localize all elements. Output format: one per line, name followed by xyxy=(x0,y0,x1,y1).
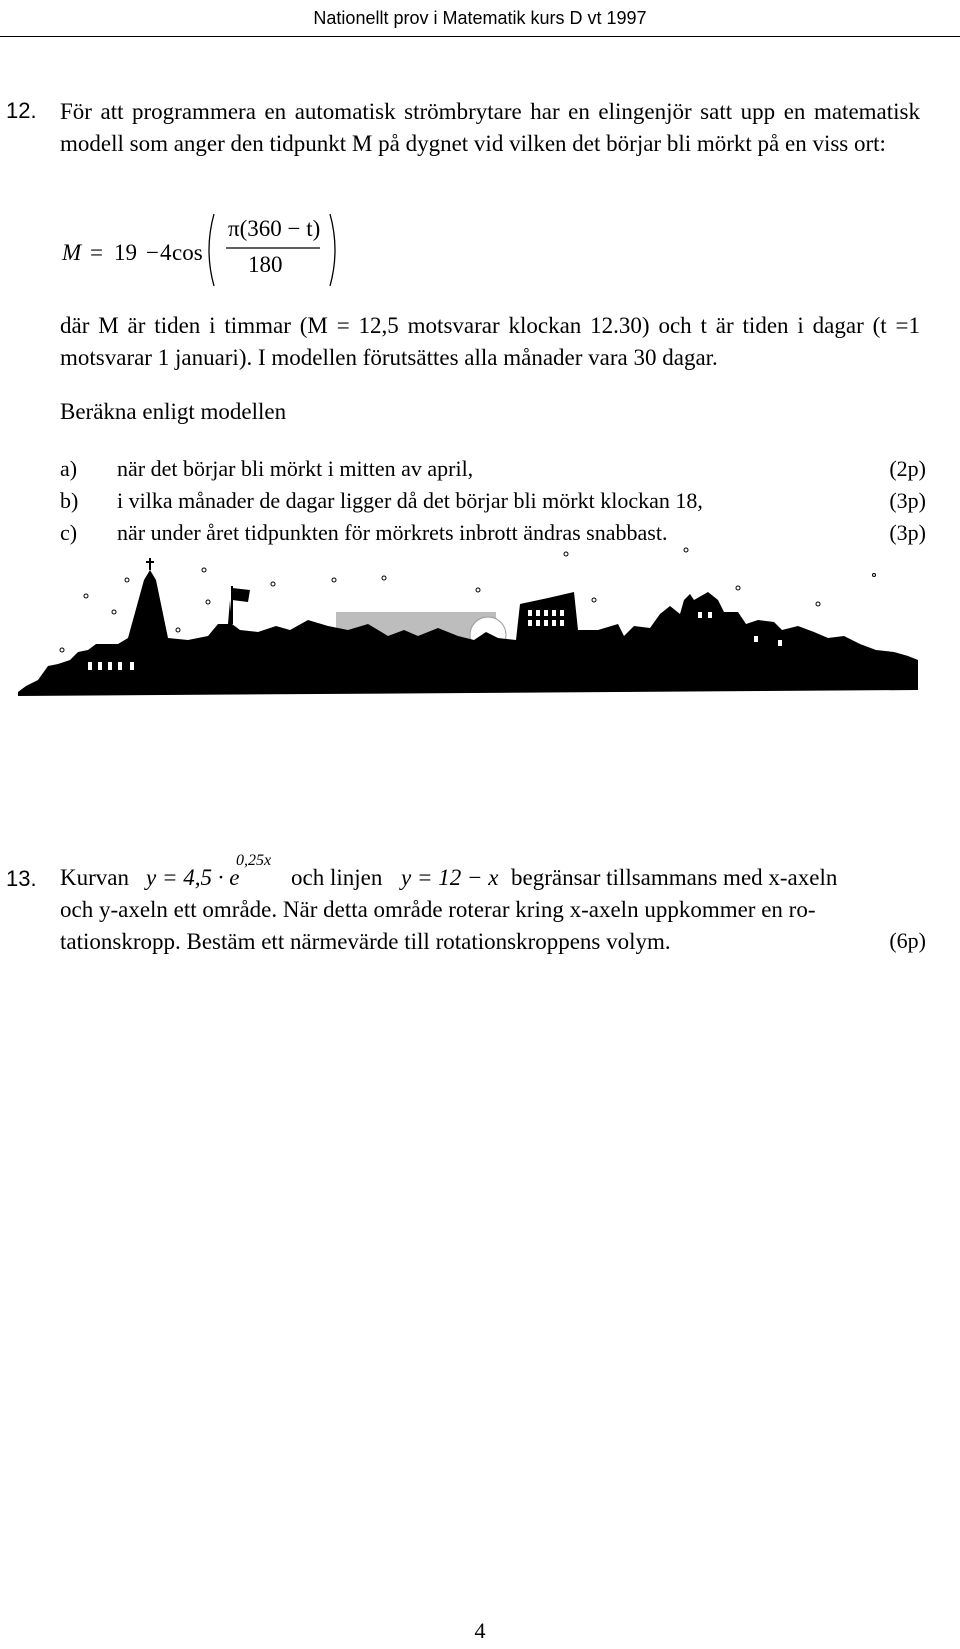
night-skyline-illustration xyxy=(18,540,918,730)
flag-icon xyxy=(232,588,250,602)
q13-line1-a: Kurvan xyxy=(60,865,129,890)
formula-minus: − xyxy=(146,240,159,265)
question-number-13: 13. xyxy=(6,866,37,891)
q12-item-points-c: (3p) xyxy=(889,520,926,545)
formula-lhs: M xyxy=(62,240,82,265)
header-rule xyxy=(0,36,960,37)
q12-item-label-a: a) xyxy=(60,456,78,481)
q13-points: (6p) xyxy=(889,928,926,953)
q12-item-label-c: c) xyxy=(60,520,78,545)
formula-func: cos xyxy=(172,240,203,265)
q13-curve-exponent: 0,25x xyxy=(236,852,272,869)
q13-line2: och y-axeln ett område. När detta område roterar kring x-axeln uppkommer en ro- xyxy=(60,897,816,922)
q13-curve-formula: y = 4,5 · e xyxy=(146,865,240,890)
question-number-12: 12. xyxy=(6,98,37,123)
q13-line-formula: y = 12 − x xyxy=(401,865,499,890)
page-number: 4 xyxy=(474,1618,486,1643)
formula-eq: = xyxy=(90,240,103,265)
q12-item-text-b: i vilka månader de dagar ligger då det börjar bli mörkt klockan 18, xyxy=(117,488,703,513)
page-header: Nationellt prov i Matematik kurs D vt 1997 xyxy=(313,8,647,28)
q12-explanation: där M är tiden i timmar (M = 12,5 motsvarar klockan 12.30) och t är tiden i dagar (t =1 motsvarar 1 januari). I modellen förutsättes alla månader vara 30 dagar. xyxy=(60,313,920,370)
q13-line1-b: och linjen xyxy=(291,865,383,890)
q12-intro: För att programmera en automatisk strömbrytare har en elingenjör satt upp en matematisk modell som anger den tidpunkt M på dygnet vid vilken det börjar bli mörkt på en viss ort: xyxy=(60,99,920,156)
q12-item-points-b: (3p) xyxy=(889,488,926,513)
q12-prompt: Beräkna enligt modellen xyxy=(60,399,287,424)
q12-item-label-b: b) xyxy=(60,488,79,513)
q12-item-text-a: när det börjar bli mörkt i mitten av april, xyxy=(117,456,474,481)
q13-line1-c: begränsar tillsammans med x-axeln xyxy=(511,865,838,890)
q12-item-points-a: (2p) xyxy=(889,456,926,481)
formula-numerator: π(360 − t) xyxy=(228,216,321,241)
formula-const: 19 xyxy=(114,240,137,265)
q13-line3: tationskropp. Bestäm ett närmevärde till rotationskroppens volym. xyxy=(60,929,671,954)
formula-coef: 4 xyxy=(160,240,172,265)
q12-item-text-c: när under året tidpunkten för mörkrets inbrott ändras snabbast. xyxy=(117,520,668,545)
formula-denominator: 180 xyxy=(248,252,283,277)
